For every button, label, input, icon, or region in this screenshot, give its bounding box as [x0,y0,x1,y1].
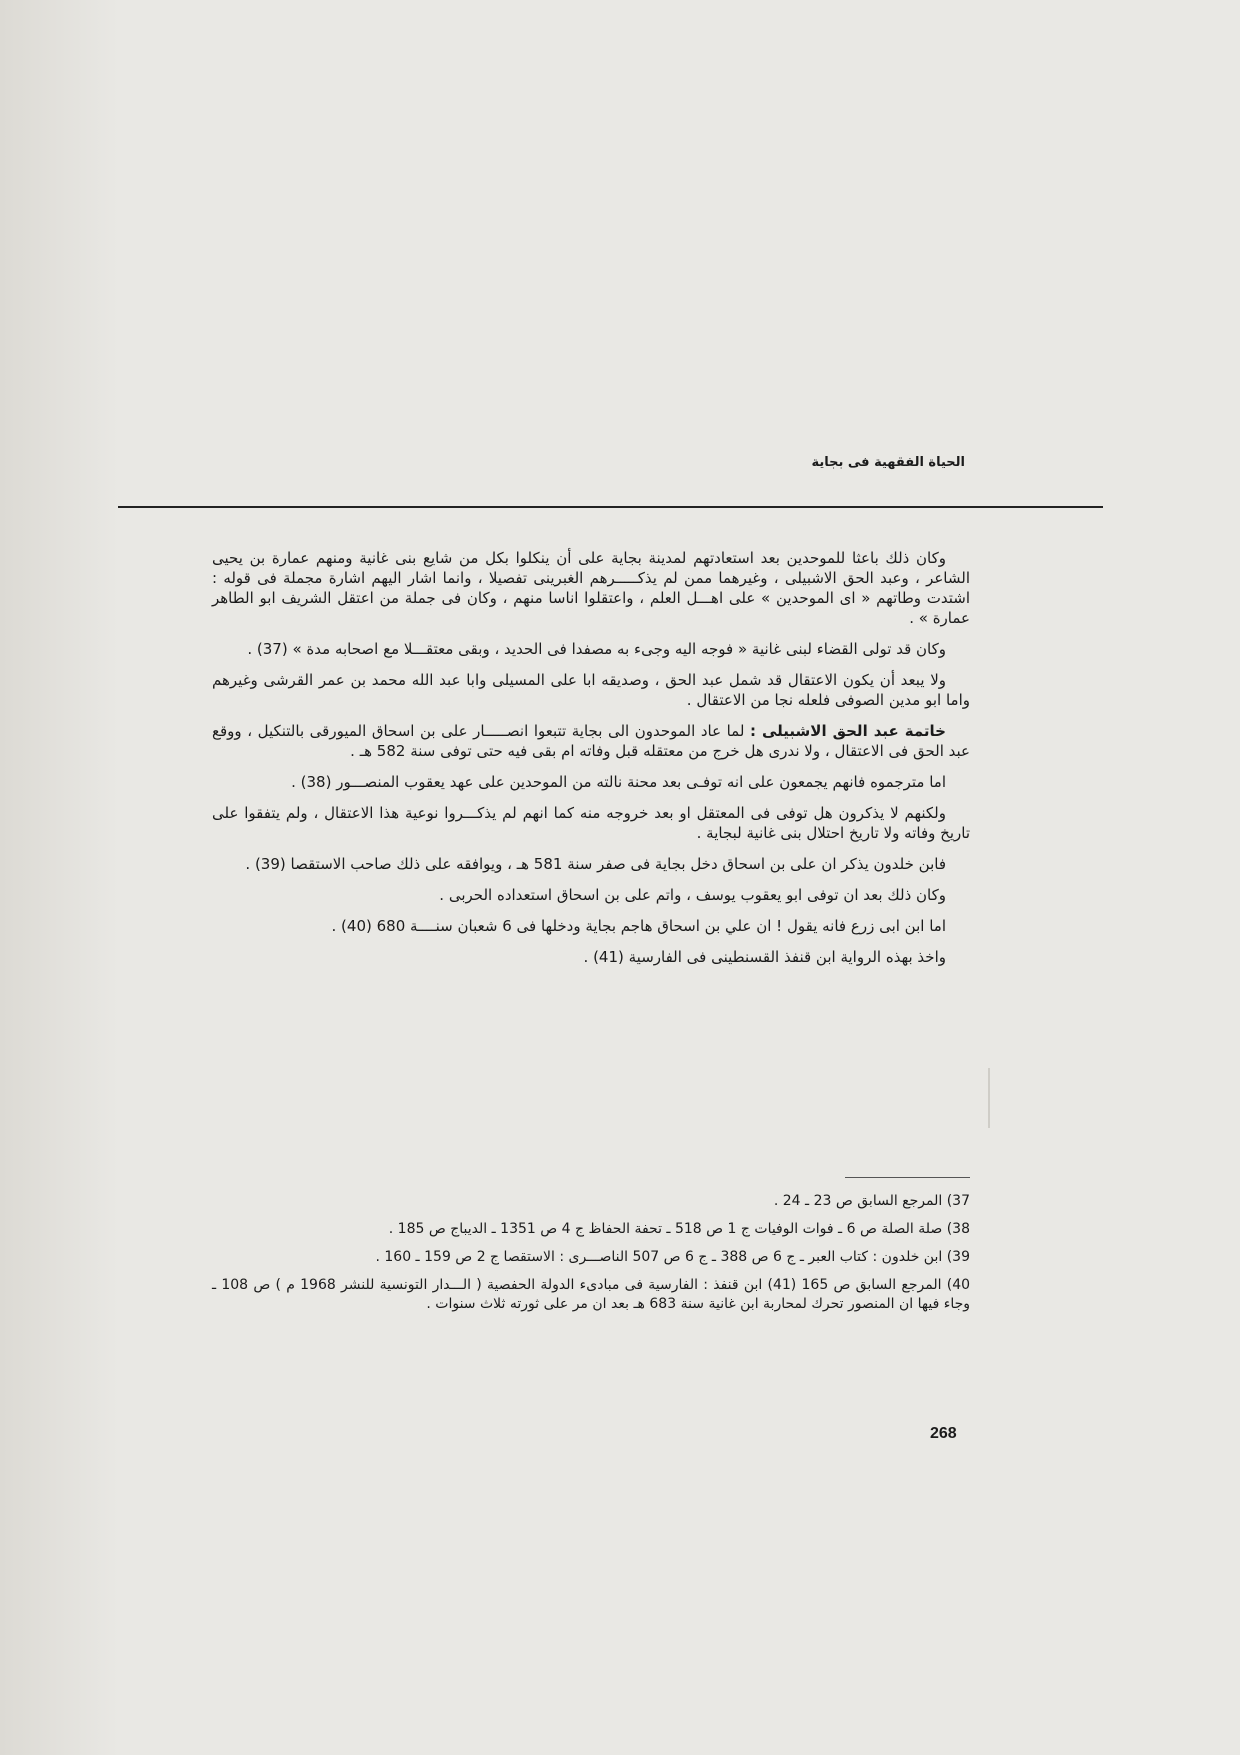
paragraph-text: ولا يبعد أن يكون الاعتقال قد شمل عبد الحق ، وصديقه ابا على المسيلى وابا عبد الله محمد بن عمر القرشى وغيرهم واما ابو مدين الصوفى فلعله نجا من الاعتقال . [212,671,970,709]
paragraph [212,548,970,628]
running-head: الحياة الفقهية فى بجاية [811,455,965,470]
paragraph [212,639,970,659]
header-rule [118,506,1103,508]
footnote: 39) ابن خلدون : كتاب العبر ـ ج 6 ص 388 ـ ج 6 ص 507 الناصـــرى : الاستقصا ج 2 ص 159 ـ 160 . [375,1249,970,1265]
section-heading: خاتمة عبد الحق الاشبيلى : [749,722,946,740]
paragraph-text: فابن خلدون يذكر ان على بن اسحاق دخل بجاية فى صفر سنة 581 هـ ، ويوافقه على ذلك صاحب الاستقصا (39) . [245,855,946,873]
paragraph-text: اما ابن ابى زرع فانه يقول ! ان علي بن اسحاق هاجم بجاية ودخلها فى 6 شعبان سنــــة 680 (40) . [331,917,946,935]
scan-margin [0,0,120,1755]
footnote-rule [845,1177,970,1178]
footnote: 38) صلة الصلة ص 6 ـ فوات الوفيات ج 1 ص 518 ـ تحفة الحفاظ ج 4 ص 1351 ـ الديباج ص 185 . [388,1221,970,1237]
paragraph-text: وكان ذلك باعثا للموحدين بعد استعادتهم لمدينة بجاية على أن ينكلوا بكل من شايع بنى غانية ومنهم عمارة بن يحيى الشاعر ، وعبد الحق الاشبيلى ، وغيرهما ممن لم يذكـــــرهم الغبرينى تفصيلا ، وانما اشار اليهم اشارة مجملة فى قوله : اشتدت وطاتهم « اى الموحدين » على اهـــل العلم ، واعتقلوا اناسا منهم ، وكان فى جملة من اعتقل الشريف ابو الطاهر عمارة » . [212,549,970,627]
paragraph [212,916,970,936]
paragraph [212,854,970,874]
paragraph [212,670,970,710]
page-number: 268 [930,1425,957,1442]
paragraph-text: اما مترجموه فانهم يجمعون على انه توفـى بعد محنة نالته من الموحدين على عهد يعقوب المنصـــور (38) . [291,773,946,791]
main-text [212,548,970,978]
paragraph [212,947,970,967]
paragraph-text: ولكنهم لا يذكرون هل توفى فى المعتقل او بعد خروجه منه كما انهم لم يذكـــروا نوعية هذا الاعتقال ، ولم يتفقوا على تاريخ وفاته ولا تاريخ احتلال بنى غانية لبجاية . [212,804,970,842]
paragraph-text: وكان ذلك بعد ان توفى ابو يعقوب يوسف ، واتم على بن اسحاق استعداده الحربى . [439,886,946,904]
scan-mark [988,1068,990,1128]
footnote: 40) المرجع السابق ص 165 (41) ابن قنفذ : الفارسية فى مبادىء الدولة الحفصية ( الـــدار التونسية للنشر 1968 م ) ص 108 ـ وجاء فيها ان المنصور تحرك لمحاربة ابن غانية سنة 683 هـ بعد ان مر على ثورته ثلاث سنوات . [212,1277,971,1312]
footnotes [212,1192,970,1323]
paragraph-text: واخذ بهذه الرواية ابن قنفذ القسنطينى فى الفارسية (41) . [583,948,946,966]
paragraph [212,721,970,761]
paragraph [212,803,970,843]
footnote: 37) المرجع السابق ص 23 ـ 24 . [773,1193,970,1209]
paragraph [212,772,970,792]
paragraph-text: لما عاد الموحدون الى بجاية تتبعوا انصـــــار على بن اسحاق الميورقى بالتنكيل ، ووقع عبد الحق فى الاعتقال ، ولا ندرى هل خرج من معتقله قبل وفاته ام بقى فيه حتى توفى سنة 582 هـ . [212,722,970,760]
paragraph [212,885,970,905]
paragraph-text: وكان قد تولى القضاء لبنى غانية « فوجه اليه وجىء به مصفدا فى الحديد ، وبقى معتقـــلا مع اصحابه مدة » (37) . [247,640,946,658]
